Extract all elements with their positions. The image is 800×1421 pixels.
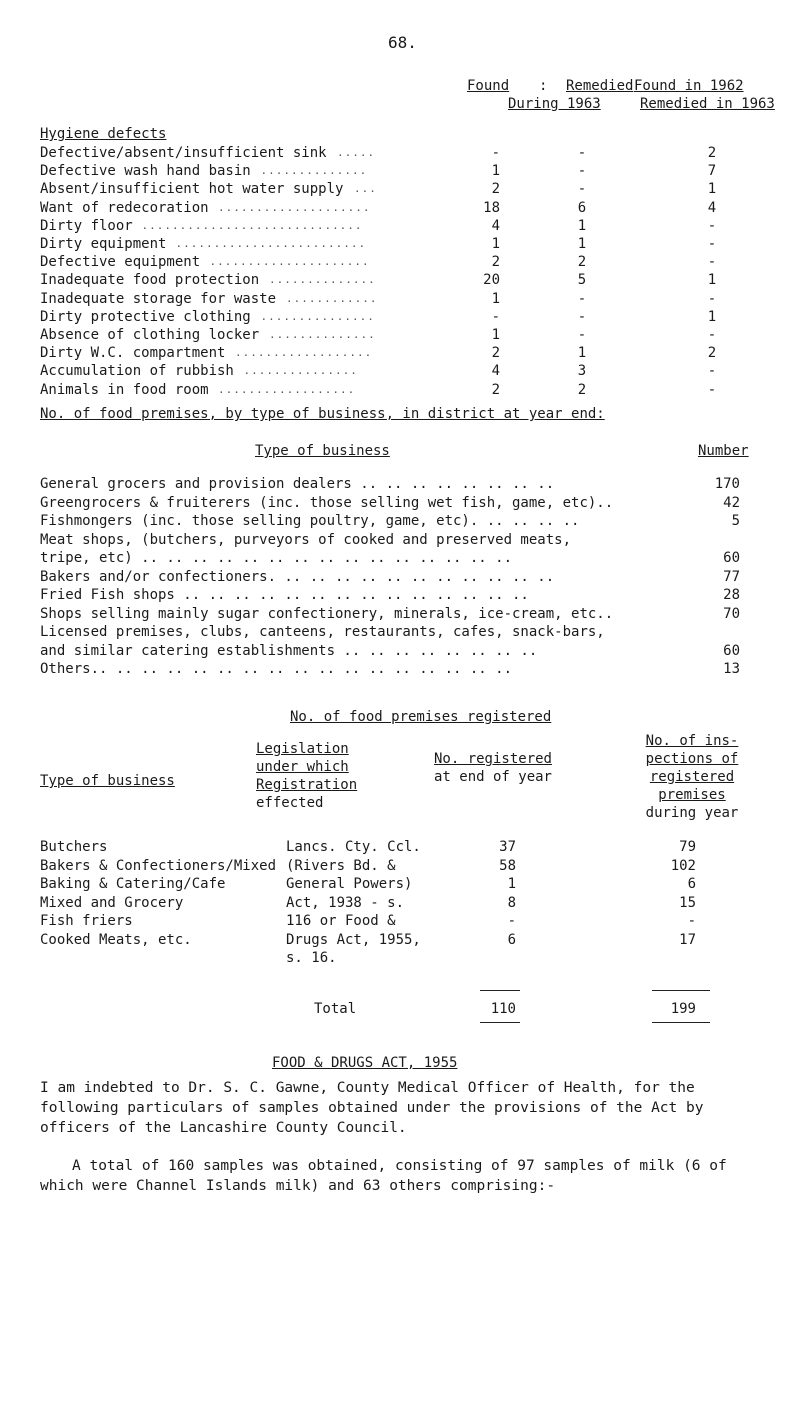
hygiene-row-remedied: 6 <box>577 199 587 216</box>
registered-heading: No. of food premises registered <box>290 709 552 725</box>
hygiene-row-label: Want of redecoration <box>40 199 209 216</box>
hygiene-row-label: Dirty equipment <box>40 236 167 252</box>
hygiene-row-dots: ............................. <box>141 218 363 232</box>
hygiene-row-label: Dirty protective clothing <box>40 308 251 325</box>
hygiene-row-found: 1 <box>491 327 500 343</box>
hygiene-row-found-prev: 7 <box>707 163 717 180</box>
hygiene-row-found-prev: 4 <box>707 199 717 216</box>
premises-row-number: 42 <box>723 494 740 511</box>
registered-row-registered: 37 <box>499 839 516 855</box>
insp-head-line: No. of ins- <box>645 733 739 749</box>
insp-head-line: pections of <box>645 751 739 767</box>
hygiene-row-remedied: 1 <box>577 345 587 362</box>
premises-row-text: General grocers and provision dealers .. .. .. .. .. .. .. .. <box>40 476 555 492</box>
hygiene-row-remedied: 5 <box>577 272 587 289</box>
premises-row-text: Fried Fish shops .. .. .. .. .. .. .. .. .. .. .. .. .. .. <box>40 587 529 603</box>
hygiene-row-found-prev: - <box>707 381 717 398</box>
hygiene-row-remedied: - <box>577 163 587 180</box>
hygiene-row-found-prev: - <box>707 290 717 307</box>
premises-row-number: 28 <box>723 587 740 603</box>
hygiene-row-found-prev: - <box>707 327 717 343</box>
registered-row-type: Mixed and Grocery <box>40 894 184 911</box>
premises-row-number: 77 <box>723 568 740 585</box>
insp-head-line: premises <box>658 787 726 803</box>
hygiene-row-found-prev: 2 <box>707 145 717 161</box>
hygiene-row-found-prev: - <box>707 236 717 252</box>
reg-head-line: at end of year <box>433 769 552 785</box>
hygiene-row-label: Absent/insufficient hot water supply <box>40 181 344 198</box>
hygiene-row-label: Defective equipment <box>40 254 201 271</box>
header-found: Found <box>467 78 510 94</box>
hygiene-row-dots: ......................... <box>175 237 367 250</box>
premises-col-number: Number <box>698 443 749 459</box>
header-remedied-in: Remedied in 1963 <box>640 96 775 112</box>
hygiene-row-found: 20 <box>483 272 500 289</box>
insp-head-line: during year <box>645 805 739 821</box>
premises-row-number: 5 <box>731 513 740 529</box>
premises-row-number: 13 <box>723 661 740 677</box>
registered-row-type: Cooked Meats, etc. <box>40 931 192 948</box>
premises-row-text: Meat shops, (butchers, purveyors of cooked and preserved meats, <box>40 531 572 548</box>
page-number: 68. <box>388 33 417 52</box>
hygiene-row-remedied: 2 <box>577 381 587 398</box>
header-colon: : <box>539 78 548 94</box>
registered-row-type: Bakers & Confectioners/Mixed <box>40 857 277 874</box>
hygiene-row-found-prev: - <box>707 254 717 271</box>
hygiene-row-dots: ..................... <box>209 255 370 269</box>
registered-row-registered: 6 <box>507 931 516 948</box>
hygiene-row-remedied: - <box>577 290 587 307</box>
hygiene-row-dots: .............. <box>260 164 368 178</box>
registered-row-legislation: Drugs Act, 1955, <box>286 931 421 948</box>
hygiene-row-found-prev: 1 <box>707 272 717 289</box>
registered-row-type: Fish friers <box>40 913 133 929</box>
hygiene-row-found: - <box>491 308 500 325</box>
registered-row-inspections: 79 <box>679 839 696 855</box>
registered-row-registered: 8 <box>507 894 516 911</box>
hygiene-row-found: 1 <box>491 163 500 180</box>
total-registered: 110 <box>490 1001 516 1017</box>
hygiene-row-found-prev: - <box>707 217 717 234</box>
hygiene-row-found: 2 <box>491 381 500 398</box>
registered-row-inspections: 6 <box>687 876 696 892</box>
hygiene-row-found: 1 <box>491 290 500 307</box>
header-found-in: Found in 1962 <box>634 78 744 94</box>
premises-col-type: Type of business <box>255 443 390 459</box>
hygiene-row-found: - <box>491 145 500 161</box>
registered-row-inspections: 102 <box>670 857 696 874</box>
hygiene-row-dots: .................. <box>235 346 373 360</box>
header-during: During 1963 <box>508 96 601 112</box>
hygiene-row-label: Defective/absent/insufficient sink <box>40 145 327 161</box>
registered-row-legislation: (Rivers Bd. & <box>286 857 396 874</box>
hygiene-row-dots: .............. <box>269 273 376 287</box>
registered-row-inspections: 15 <box>679 894 696 911</box>
hygiene-row-dots: ............... <box>243 364 358 378</box>
header-remedied: Remedied <box>566 78 634 94</box>
hygiene-row-dots: ............... <box>260 309 375 323</box>
total-label: Total <box>314 1001 357 1017</box>
hygiene-row-found: 2 <box>491 181 500 198</box>
food-drugs-para2: A total of 160 samples was obtained, consisting of 97 samples of milk (6 of which were Channel Islands milk) and 63 others comprising:- <box>40 1158 727 1194</box>
hygiene-row-found: 2 <box>491 345 500 362</box>
hygiene-row-label: Dirty W.C. compartment <box>40 345 226 362</box>
insp-head-line: registered <box>649 769 735 785</box>
leg-head-line: under which <box>256 759 349 775</box>
hygiene-row-dots: .................. <box>218 382 356 396</box>
food-drugs-heading: FOOD & DRUGS ACT, 1955 <box>272 1055 458 1071</box>
premises-row-text: and similar catering establishments .. .. .. .. .. .. .. .. <box>40 642 538 659</box>
hygiene-row-label: Dirty floor <box>40 217 133 234</box>
hygiene-row-found: 2 <box>491 254 500 271</box>
leg-head-line: effected <box>256 795 324 811</box>
hygiene-row-found: 4 <box>491 363 500 380</box>
hygiene-row-remedied: - <box>577 145 587 161</box>
premises-row-text: Greengrocers & fruiterers (inc. those selling wet fish, game, etc).. <box>40 494 614 511</box>
registered-row-legislation: Lancs. Cty. Ccl. <box>286 839 421 855</box>
premises-row-text: Bakers and/or confectioners. .. .. .. .. .. .. .. .. .. .. .. <box>40 568 555 585</box>
registered-row-legislation: s. 16. <box>286 950 337 966</box>
registered-col-type: Type of business <box>40 773 175 789</box>
registered-row-registered: 58 <box>499 857 516 874</box>
leg-head-line: Registration <box>256 777 358 793</box>
hygiene-row-dots: ..... <box>337 146 376 159</box>
reg-head-line: No. registered <box>433 751 552 767</box>
registered-row-type: Butchers <box>40 839 108 855</box>
hygiene-row-found-prev: 1 <box>707 181 717 198</box>
premises-row-number: 60 <box>723 550 740 566</box>
premises-row-text: Licensed premises, clubs, canteens, restaurants, cafes, snack-bars, <box>40 624 605 640</box>
premises-row-text: Fishmongers (inc. those selling poultry, game, etc). .. .. .. .. <box>40 513 580 529</box>
hygiene-row-label: Animals in food room <box>40 381 209 398</box>
hygiene-row-found: 18 <box>483 199 500 216</box>
hygiene-row-remedied: 2 <box>577 254 587 271</box>
premises-row-number: 60 <box>723 642 740 659</box>
leg-head-line: Legislation <box>256 741 349 757</box>
hygiene-row-found: 1 <box>491 236 500 252</box>
hygiene-row-dots: .............. <box>269 328 376 341</box>
hygiene-row-dots: .................... <box>218 200 371 214</box>
registered-row-legislation: General Powers) <box>286 876 413 892</box>
hygiene-row-found-prev: - <box>707 363 717 380</box>
food-drugs-para1: I am indebted to Dr. S. C. Gawne, County Medical Officer of Health, for the following particulars of samples obtained under the provisions of the Act by officers of the Lancashire County Council. <box>40 1080 704 1136</box>
hygiene-row-dots: ... <box>354 182 377 196</box>
registered-row-registered: 1 <box>507 876 516 892</box>
premises-row-text: tripe, etc) .. .. .. .. .. .. .. .. .. .. .. .. .. .. .. <box>40 550 513 566</box>
total-inspections: 199 <box>670 1001 696 1017</box>
hygiene-row-remedied: 1 <box>577 236 587 252</box>
registered-row-legislation: 116 or Food & <box>286 913 396 929</box>
premises-row-number: 170 <box>714 476 740 492</box>
hygiene-row-remedied: - <box>577 181 587 198</box>
hygiene-row-label: Accumulation of rubbish <box>40 363 234 380</box>
hygiene-row-remedied: 3 <box>577 363 587 380</box>
registered-row-type: Baking & Catering/Cafe <box>40 876 226 892</box>
registered-row-registered: - <box>507 913 516 929</box>
premises-row-text: Others.. .. .. .. .. .. .. .. .. .. .. .. .. .. .. .. .. <box>40 661 513 677</box>
hygiene-row-dots: ............ <box>286 291 378 305</box>
hygiene-row-found-prev: 1 <box>707 308 717 325</box>
registered-row-legislation: Act, 1938 - s. <box>286 894 405 911</box>
hygiene-row-remedied: - <box>577 327 587 343</box>
registered-row-inspections: - <box>687 913 696 929</box>
hygiene-row-remedied: - <box>577 308 587 325</box>
hygiene-row-label: Absence of clothing locker <box>40 327 260 343</box>
hygiene-row-found: 4 <box>491 217 500 234</box>
hygiene-row-label: Defective wash hand basin <box>40 163 251 180</box>
hygiene-row-label: Inadequate storage for waste <box>40 290 277 307</box>
premises-row-text: Shops selling mainly sugar confectionery, minerals, ice-cream, etc.. <box>40 605 614 622</box>
premises-row-number: 70 <box>723 605 740 622</box>
hygiene-row-found-prev: 2 <box>707 345 717 362</box>
hygiene-row-remedied: 1 <box>577 217 587 234</box>
registered-row-inspections: 17 <box>679 931 696 948</box>
premises-heading: No. of food premises, by type of business, in district at year end: <box>40 406 605 422</box>
hygiene-row-label: Inadequate food protection <box>40 272 260 289</box>
hygiene-title: Hygiene defects <box>40 126 167 142</box>
